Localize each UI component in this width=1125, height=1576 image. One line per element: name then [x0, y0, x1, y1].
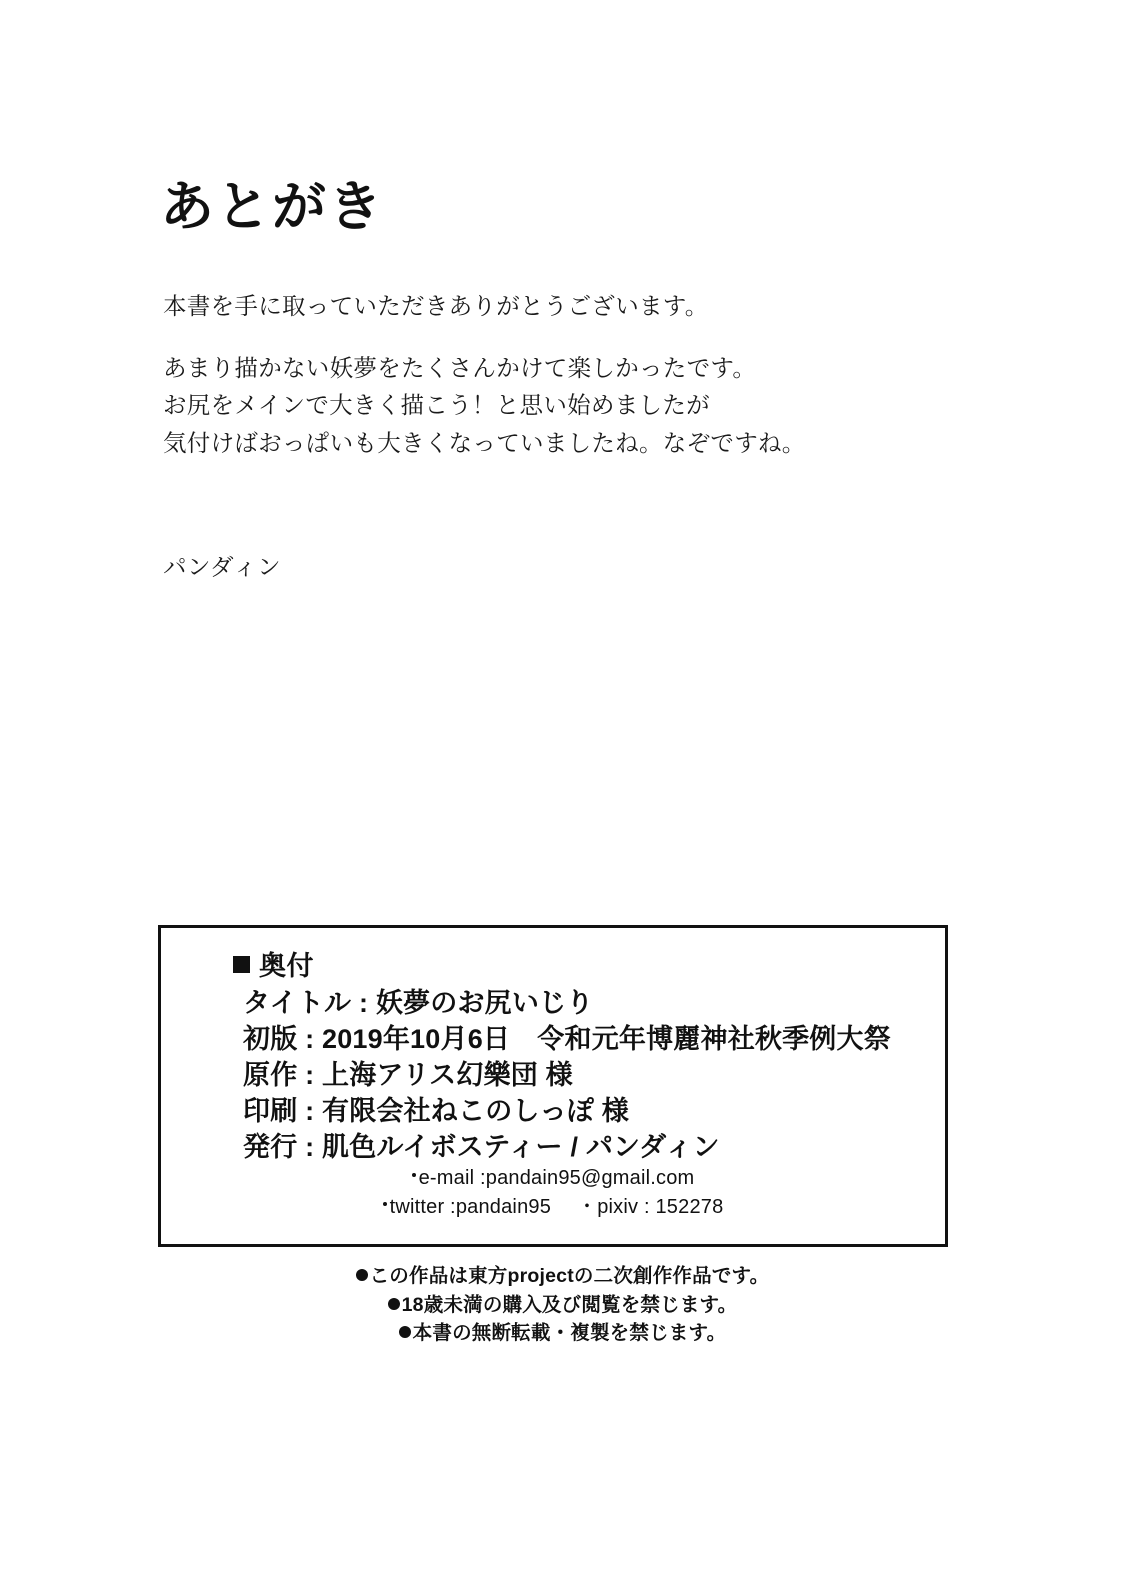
contact-email: e-mail :pandain95@gmail.com: [418, 1167, 695, 1189]
notice-text: 本書の無断転載・複製を禁じます。: [412, 1322, 727, 1345]
dot-bullet-icon: [412, 1173, 416, 1177]
afterword-line: 本書を手に取っていただきありがとうございます。: [163, 293, 709, 319]
afterword-line: 気付けばおっぱいも大きくなっていましたね。なぞですね。: [163, 429, 806, 456]
notice-line: [0, 1291, 1125, 1320]
afterword-line: あまり描かない妖夢をたくさんかけて楽しかったです。: [163, 354, 757, 381]
colophon-entry-edition: 初版 : 2019年10月6日 令和元年博麗神社秋季例大祭: [243, 1023, 891, 1054]
colophon-contacts: [161, 1164, 945, 1222]
paragraph-spacer: [163, 319, 983, 357]
dot-bullet-icon: [383, 1202, 387, 1206]
filled-circle-bullet-icon: [388, 1298, 400, 1310]
contact-social-line: [161, 1193, 945, 1222]
colophon-box: [158, 925, 948, 1247]
colophon-entry-publisher: 発行 : 肌色ルイボスティー / パンダィン: [243, 1131, 720, 1162]
afterword-paragraph: [163, 295, 983, 319]
notice-line: [0, 1319, 1125, 1348]
author-signature: パンダィン: [163, 554, 282, 580]
filled-square-bullet-icon: [233, 956, 250, 973]
colophon-entry-original: 原作 : 上海アリス幻樂団 様: [243, 1059, 573, 1090]
colophon-entries: [243, 986, 891, 1166]
notice-text: この作品は東方projectの二次創作作品です。: [369, 1265, 770, 1287]
contact-email-line: [161, 1164, 945, 1193]
afterword-paragraph: [163, 354, 983, 456]
filled-circle-bullet-icon: [356, 1269, 368, 1281]
colophon-entry-printer: 印刷 : 有限会社ねこのしっぽ 様: [243, 1095, 629, 1126]
filled-circle-bullet-icon: [399, 1326, 411, 1338]
page-title: あとがき: [160, 177, 384, 238]
colophon-heading: [233, 944, 314, 983]
notice-text: 18歳未満の購入及び閲覧を禁じます。: [401, 1293, 738, 1316]
afterword-body: [163, 295, 983, 455]
colophon-entry-title: タイトル : 妖夢のお尻いじり: [243, 988, 594, 1018]
afterword-line: お尻をメインで大きく描こう！と思い始めましたが: [163, 392, 710, 418]
colophon-heading-label: 奥付: [259, 951, 314, 981]
notices: [0, 1262, 1125, 1348]
contact-social: twitter :pandain95 ・pixiv : 152278: [389, 1196, 724, 1218]
notice-line: [0, 1262, 1125, 1291]
